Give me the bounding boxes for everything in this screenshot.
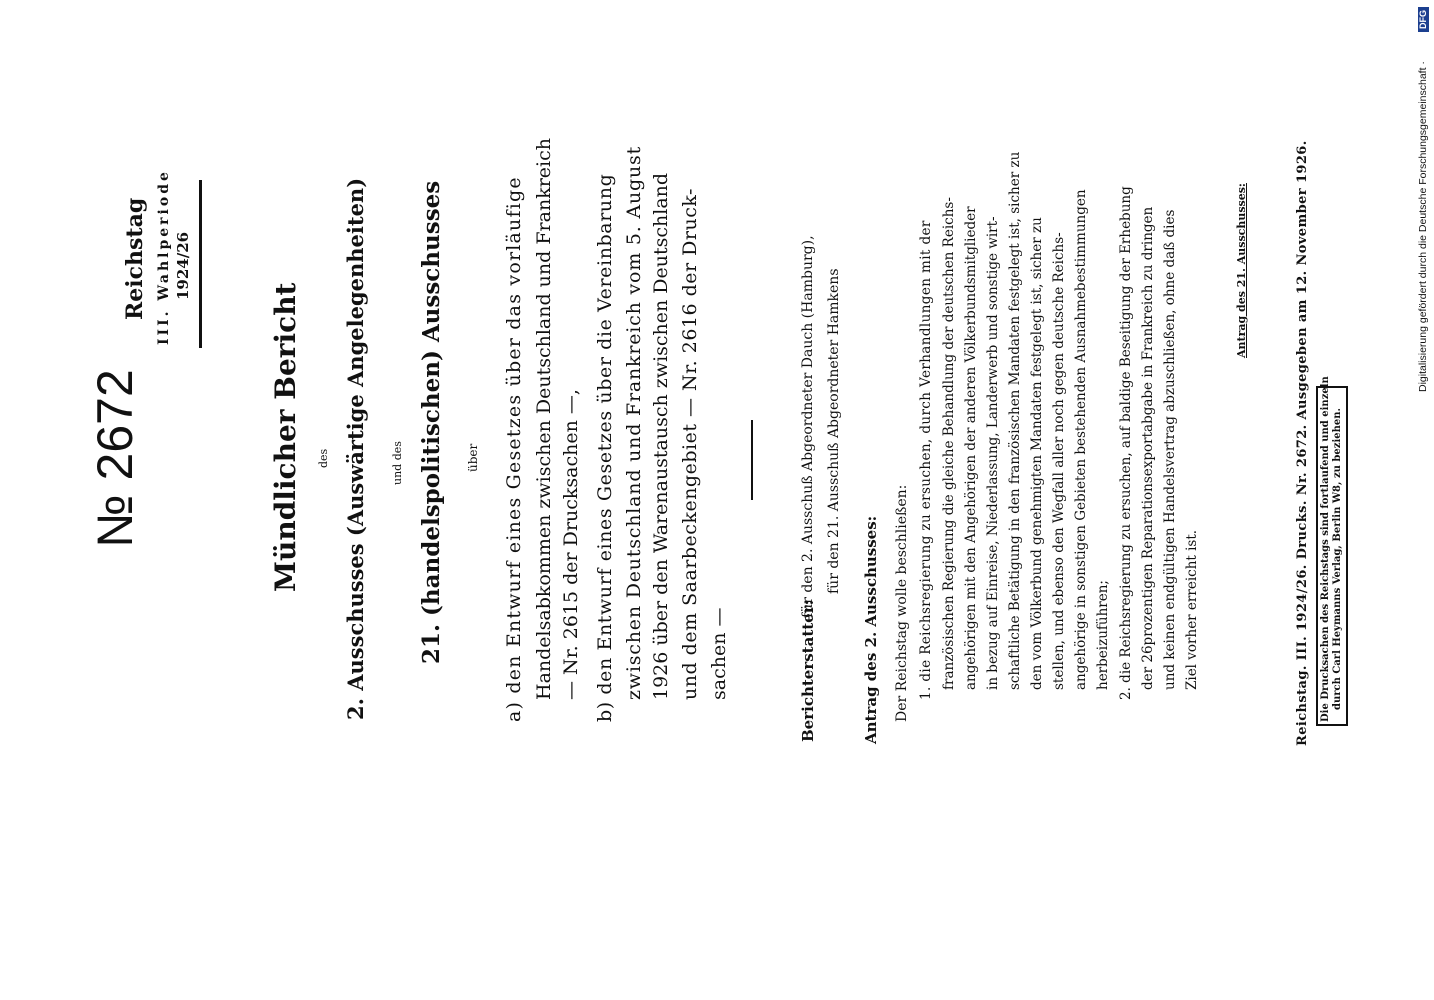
report-title: Mündlicher Bericht [269,282,302,592]
motion-2-p1-line8: angehörige in sonstigen Gebieten bestehenden Ausnahmebestimmungen [1073,189,1089,690]
item-a-line1: a) den Entwurf eines Gesetzes über das vorläufige [503,176,525,722]
title-des: des [317,448,330,468]
motion-2-p2-line1: 2. die Reichsregierung zu ersuchen, auf baldige Beseitigung der Erhebung [1118,186,1134,700]
motion-2-p1-line3: angehörigen mit den Angehörigen der anderen Völkerbundsmitglieder [963,206,979,690]
motion-2-p1-line9: herbeizuführen; [1095,580,1111,690]
motion-2-p1-line5: schaftliche Betätigung in den französischen Mandaten festgelegt ist, sicher zu [1007,151,1023,690]
item-b-line5: sachen — [708,607,730,700]
motion-2-p1-line7: stellen, und ebenso den Wegfall aller noch gegen deutsche Reichs- [1051,232,1067,690]
section-divider [751,420,753,500]
motion-2-intro: Der Reichstag wolle beschließen: [894,484,910,722]
item-b-line2: zwischen Deutschland und Frankreich vom 5. August [623,146,645,700]
document-number: № 2672 [87,369,143,548]
motion-2-p2-line2: der 26prozentigen Reparationsexportabgabe in Frankreich zu dringen [1140,206,1156,690]
motion-2-p1-line1: 1. die Reichsregierung zu ersuchen, durch Verhandlungen mit der [918,220,934,700]
item-b-line1: b) den Entwurf eines Gesetzes über die Vereinbarung [594,173,616,722]
legislative-period: III. Wahlperiode [156,169,172,345]
motion-2-p2-line3: und keinen endgültigen Handelsvertrag abzuschließen, ohne daß dies [1162,209,1178,690]
motion-2-p1-line6: den vom Völkerbund genehmigten Mandaten festgelegt ist, sicher zu [1029,217,1045,690]
legislative-years: 1924/26 [174,231,192,300]
rapporteur-line2: für den 21. Ausschuß Abgeordneter Hamkens [826,268,842,594]
digitization-note: Digitalisierung gefördert durch die Deutsche Forschungsgemeinschaft · [1417,61,1429,392]
motion-2-p1-line2: französischen Regierung die gleiche Behandlung der deutschen Reichs- [941,197,957,690]
committee-21-title: 21. (handelspolitischen) Ausschusses [418,180,445,664]
parliament-name: Reichstag [122,197,148,320]
title-ueber: über [466,443,480,472]
motion-2-heading: Antrag des 2. Ausschusses: [862,515,880,744]
item-b-line3: 1926 über den Warenaustausch zwischen Deutschland [650,172,672,700]
item-a-line2: Handelsabkommen zwischen Deutschland und Frankreich [533,138,555,700]
footer-line: Reichstag. III. 1924/26. Drucks. Nr. 2672. Ausgegeben am 12. November 1926. [1295,140,1310,746]
motion-2-p2-line4: Ziel vorher erreicht ist. [1184,529,1200,690]
item-b-line4: und dem Saarbeckengebiet — Nr. 2616 der Druck- [679,188,701,700]
motion-21-heading: Antrag des 21. Ausschusses: [1235,183,1248,358]
footer-box-line2: durch Carl Heymanns Verlag, Berlin W8, zu beziehen. [1332,408,1343,710]
dfg-logo: DFG [1418,7,1429,32]
motion-2-p1-line4: in bezug auf Einreise, Niederlassung, Landerwerb und sonstige wirt- [985,216,1001,690]
rapporteur-label: Berichterstatter: [799,599,817,742]
rapporteur-line1: für den 2. Ausschuß Abgeordneter Dauch (Hamburg), [800,235,816,618]
committee-2-title: 2. Ausschusses (Auswärtige Angelegenheiten) [343,177,368,720]
footer-box-line1: Die Drucksachen des Reichstags sind fortlaufend und einzeln [1320,376,1331,722]
title-und-des: und des [391,441,404,485]
item-a-line3: — Nr. 2615 der Drucksachen —, [560,389,582,700]
footer-box [1316,376,1348,726]
header-rule [199,180,202,348]
